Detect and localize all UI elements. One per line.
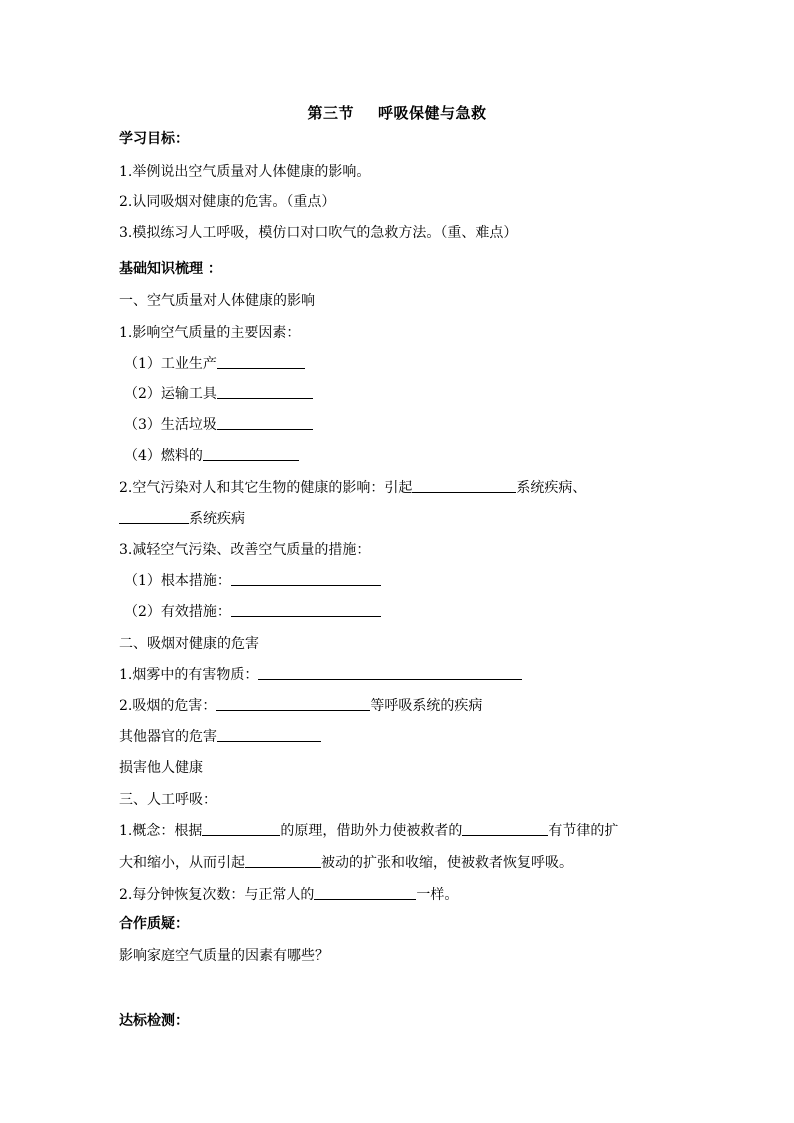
cooperation-heading: 合作质疑： (119, 916, 189, 932)
answer-blank[interactable] (217, 415, 313, 430)
section-name: 呼吸保健与急救 (378, 104, 487, 122)
question-text: 其他器官的危害 (119, 729, 217, 745)
section2-other-organs (119, 726, 321, 746)
answer-blank[interactable] (258, 665, 522, 680)
measure-1 (124, 570, 381, 590)
measure-label: （1）根本措施： (124, 573, 231, 589)
measure-2 (124, 601, 381, 621)
answer-blank[interactable] (203, 446, 299, 461)
factor-label: （3）生活垃圾 (124, 417, 217, 433)
section1-question-3: 3.减轻空气污染、改善空气质量的措施： (119, 542, 371, 558)
cooperation-question: 影响家庭空气质量的因素有哪些？ (119, 948, 329, 964)
answer-blank[interactable] (462, 821, 548, 836)
objective-item-3: 3.模拟练习人工呼吸，模仿口对口吹气的急救方法。（重、难点） (119, 225, 518, 241)
check-heading: 达标检测： (119, 1013, 189, 1029)
answer-blank[interactable] (217, 727, 321, 742)
section2-heading: 二、吸烟对健康的危害 (119, 636, 259, 652)
question-text: 的原理，借助外力使被救者的 (280, 823, 463, 839)
answer-blank[interactable] (216, 696, 370, 711)
question-text: 1.烟雾中的有害物质： (119, 667, 259, 683)
answer-blank[interactable] (119, 509, 189, 524)
answer-blank[interactable] (231, 602, 381, 617)
section3-heading: 三、人工呼吸： (119, 792, 217, 808)
answer-blank[interactable] (217, 384, 313, 399)
answer-blank[interactable] (245, 853, 321, 868)
answer-blank[interactable] (231, 571, 381, 586)
section3-concept-line-1 (119, 820, 618, 840)
answer-blank[interactable] (217, 354, 305, 369)
answer-blank[interactable] (412, 478, 516, 493)
question-text: 1.概念：根据 (119, 823, 203, 839)
section3-concept-line-2 (119, 852, 573, 872)
answer-blank[interactable] (314, 885, 416, 900)
factor-item-4 (124, 445, 299, 465)
objective-item-2: 2.认同吸烟对健康的危害。（重点） (119, 194, 336, 210)
question-text: 等呼吸系统的疾病 (370, 698, 483, 714)
section1-heading: 一、空气质量对人体健康的影响 (119, 293, 315, 309)
factor-label: （1）工业生产 (124, 356, 217, 372)
section1-question-2 (119, 477, 586, 497)
question-text: 系统疾病、 (516, 480, 587, 496)
question-text: 2.每分钟恢复次数：与正常人的 (119, 887, 315, 903)
basics-heading: 基础知识梳理 ： (119, 261, 222, 277)
section1-question-2-cont (119, 508, 245, 528)
section2-question-2 (119, 695, 482, 715)
question-text: 有节律的扩 (548, 823, 619, 839)
page-title (0, 102, 794, 123)
question-text: 2.空气污染对人和其它生物的健康的影响：引起 (119, 480, 413, 496)
objective-item-1: 1.举例说出空气质量对人体健康的影响。 (119, 164, 371, 180)
factor-item-3 (124, 414, 313, 434)
section3-rate (119, 884, 458, 904)
question-text: 大和缩小，从而引起 (119, 855, 245, 871)
factor-label: （4）燃料的 (124, 448, 203, 464)
objectives-heading: 学习目标： (119, 131, 189, 147)
section2-question-1 (119, 664, 522, 684)
section1-question-1: 1.影响空气质量的主要因素： (119, 325, 301, 341)
measure-label: （2）有效措施： (124, 604, 231, 620)
factor-item-1 (124, 353, 305, 373)
factor-label: （2）运输工具 (124, 386, 217, 402)
section2-harm-others: 损害他人健康 (119, 760, 203, 776)
section-number: 第三节 (307, 104, 354, 122)
answer-blank[interactable] (202, 821, 280, 836)
question-text: 2.吸烟的危害： (119, 698, 217, 714)
question-text: 系统疾病 (189, 511, 245, 527)
question-text: 被动的扩张和收缩，使被救者恢复呼吸。 (321, 855, 573, 871)
question-text: 一样。 (416, 887, 459, 903)
factor-item-2 (124, 383, 313, 403)
